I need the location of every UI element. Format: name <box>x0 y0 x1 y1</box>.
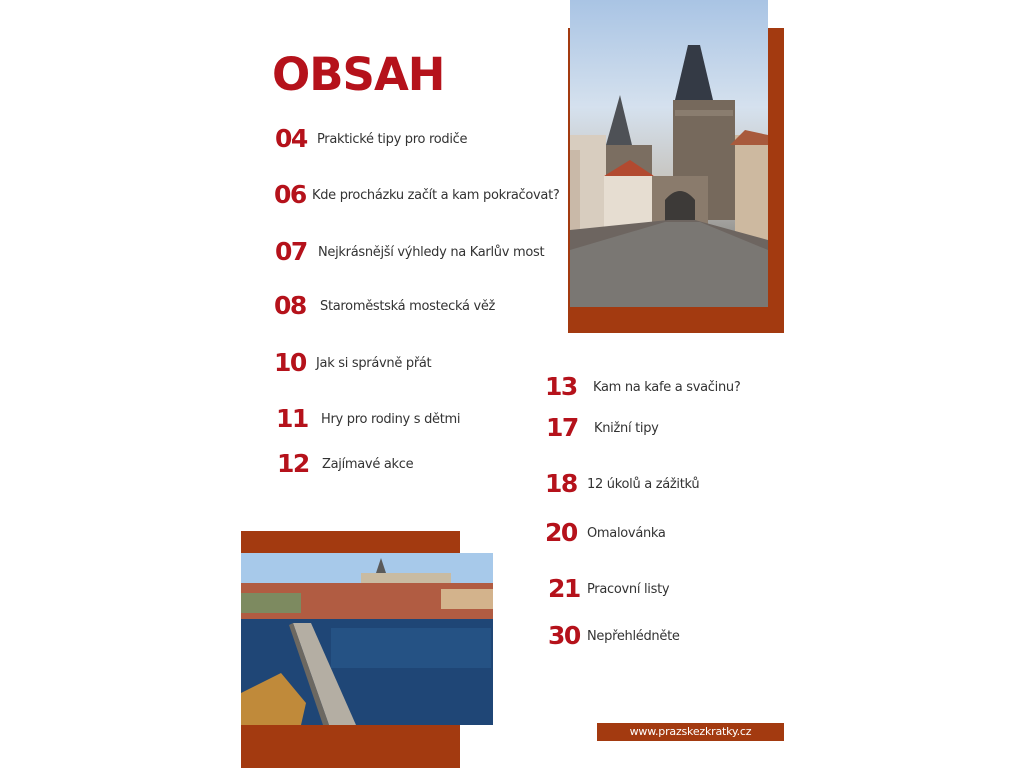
toc-label: Praktické tipy pro rodiče <box>317 132 468 147</box>
toc-page-number: 13 <box>545 372 577 401</box>
photo-frame-block <box>241 725 460 768</box>
toc-page-number: 10 <box>274 348 306 377</box>
toc-page-number: 07 <box>275 237 307 266</box>
toc-label: 12 úkolů a zážitků <box>587 477 700 492</box>
toc-page-number: 18 <box>545 469 577 498</box>
toc-page-number: 04 <box>275 124 307 153</box>
toc-label: Nepřehlédněte <box>587 629 680 644</box>
toc-label: Omalovánka <box>587 526 666 541</box>
charles-bridge-photo <box>241 553 493 725</box>
toc-label: Nejkrásnější výhledy na Karlův most <box>318 245 545 260</box>
bridge-tower-photo <box>570 0 768 307</box>
toc-page-number: 21 <box>548 574 580 603</box>
toc-page-number: 30 <box>548 621 580 650</box>
bridge-tower-illustration <box>570 0 768 307</box>
main-tower-roof <box>675 45 713 100</box>
small-tower-roof <box>606 95 632 145</box>
toc-label: Pracovní listy <box>587 582 670 597</box>
toc-page-number: 17 <box>546 413 578 442</box>
toc-page-number: 08 <box>274 291 306 320</box>
toc-label: Staroměstská mostecká věž <box>320 299 496 314</box>
building-right <box>735 135 768 245</box>
charles-bridge-illustration <box>241 553 493 725</box>
toc-page-number: 06 <box>274 180 306 209</box>
toc-page-number: 11 <box>276 404 308 433</box>
toc-label: Jak si správně přát <box>316 356 432 371</box>
toc-label: Knižní tipy <box>594 421 659 436</box>
photo-frame-block <box>241 531 460 553</box>
toc-label: Kde procházku začít a kam pokračovat? <box>312 188 560 203</box>
page-title: OBSAH <box>272 48 445 101</box>
website-link[interactable]: www.prazskezkratky.cz <box>597 723 784 741</box>
toc-label: Kam na kafe a svačinu? <box>593 380 741 395</box>
toc-page-number: 12 <box>277 449 309 478</box>
toc-label: Hry pro rodiny s dětmi <box>321 412 461 427</box>
toc-label: Zajímavé akce <box>322 457 414 472</box>
toc-page-number: 20 <box>545 518 577 547</box>
